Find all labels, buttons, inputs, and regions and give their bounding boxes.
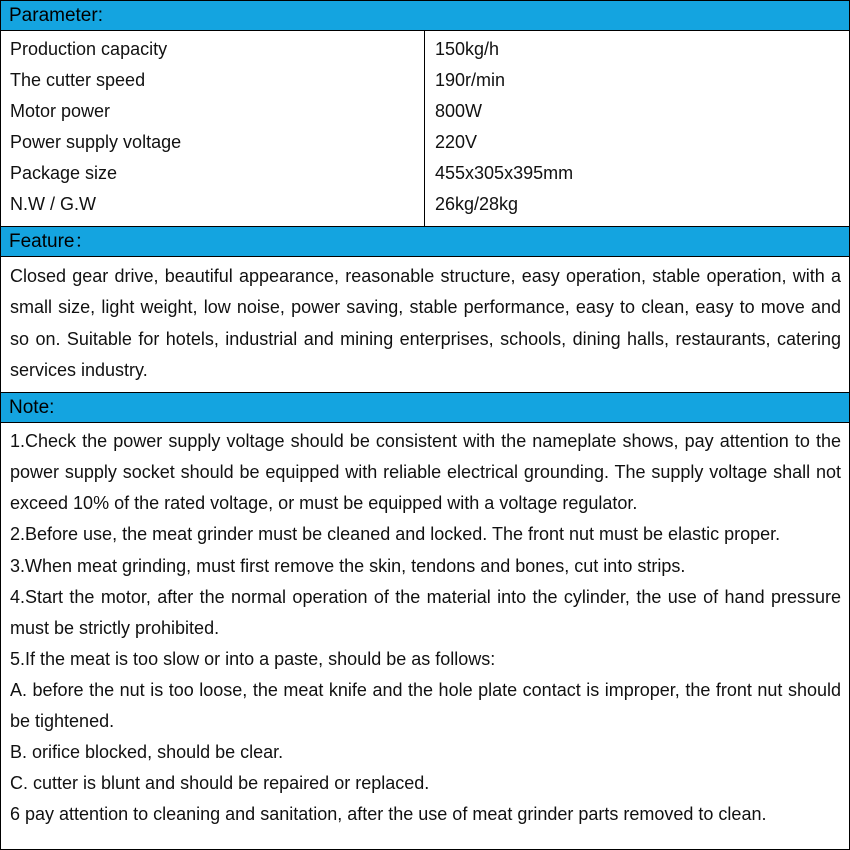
note-item: 3.When meat grinding, must first remove the skin, tendons and bones, cut into strips. [10, 555, 686, 576]
param-value: 220V [435, 132, 478, 152]
note-heading: Note: [1, 393, 849, 423]
note-item: A. before the nut is too loose, the meat knife and the hole plate contact is improper, the front nut should be tightened. [10, 679, 841, 732]
table-row [1, 189, 849, 227]
table-row [1, 31, 849, 65]
note-item: 5.If the meat is too slow or into a paste, should be as follows: [10, 648, 496, 669]
parameter-table [1, 31, 849, 227]
table-row [1, 127, 849, 158]
note-list [1, 423, 849, 830]
note-item: 1.Check the power supply voltage should be consistent with the nameplate shows, pay attention to the power supply socket should be equipped with reliable electrical grounding. The supply voltage shall not exceed 10% of the rated voltage, or must be equipped with a voltage regulator. [10, 431, 841, 514]
feature-text: Closed gear drive, beautiful appearance, reasonable structure, easy operation, stable operation, with a small size, light weight, low noise, power saving, stable performance, easy to clean, easy to move and so on. Suitable for hotels, industrial and mining enterprises, schools, dining halls, restaurants, catering services industry. [1, 257, 849, 393]
param-name: Power supply voltage [1, 127, 425, 158]
note-item: C. cutter is blunt and should be repaired or replaced. [10, 773, 430, 794]
param-value: 26kg/28kg [435, 194, 519, 214]
param-value: 455x305x395mm [435, 163, 574, 183]
param-name: Production capacity [1, 31, 425, 65]
param-value: 800W [435, 101, 483, 121]
feature-heading: Feature： [1, 227, 849, 257]
parameter-heading: Parameter: [1, 1, 849, 31]
table-row [1, 96, 849, 127]
param-name: Motor power [1, 96, 425, 127]
param-name: The cutter speed [1, 65, 425, 96]
table-row [1, 65, 849, 96]
note-item: 4.Start the motor, after the normal operation of the material into the cylinder, the use of hand pressure must be strictly prohibited. [10, 586, 841, 638]
param-value: 150kg/h [435, 39, 500, 59]
table-row [1, 158, 849, 189]
note-item: 6 pay attention to cleaning and sanitation, after the use of meat grinder parts removed to clean. [10, 804, 767, 825]
note-item: 2.Before use, the meat grinder must be cleaned and locked. The front nut must be elastic proper. [10, 524, 781, 545]
note-item: B. orifice blocked, should be clear. [10, 742, 284, 763]
param-value: 190r/min [435, 70, 506, 90]
param-name: Package size [1, 158, 425, 189]
param-name: N.W / G.W [1, 189, 425, 227]
